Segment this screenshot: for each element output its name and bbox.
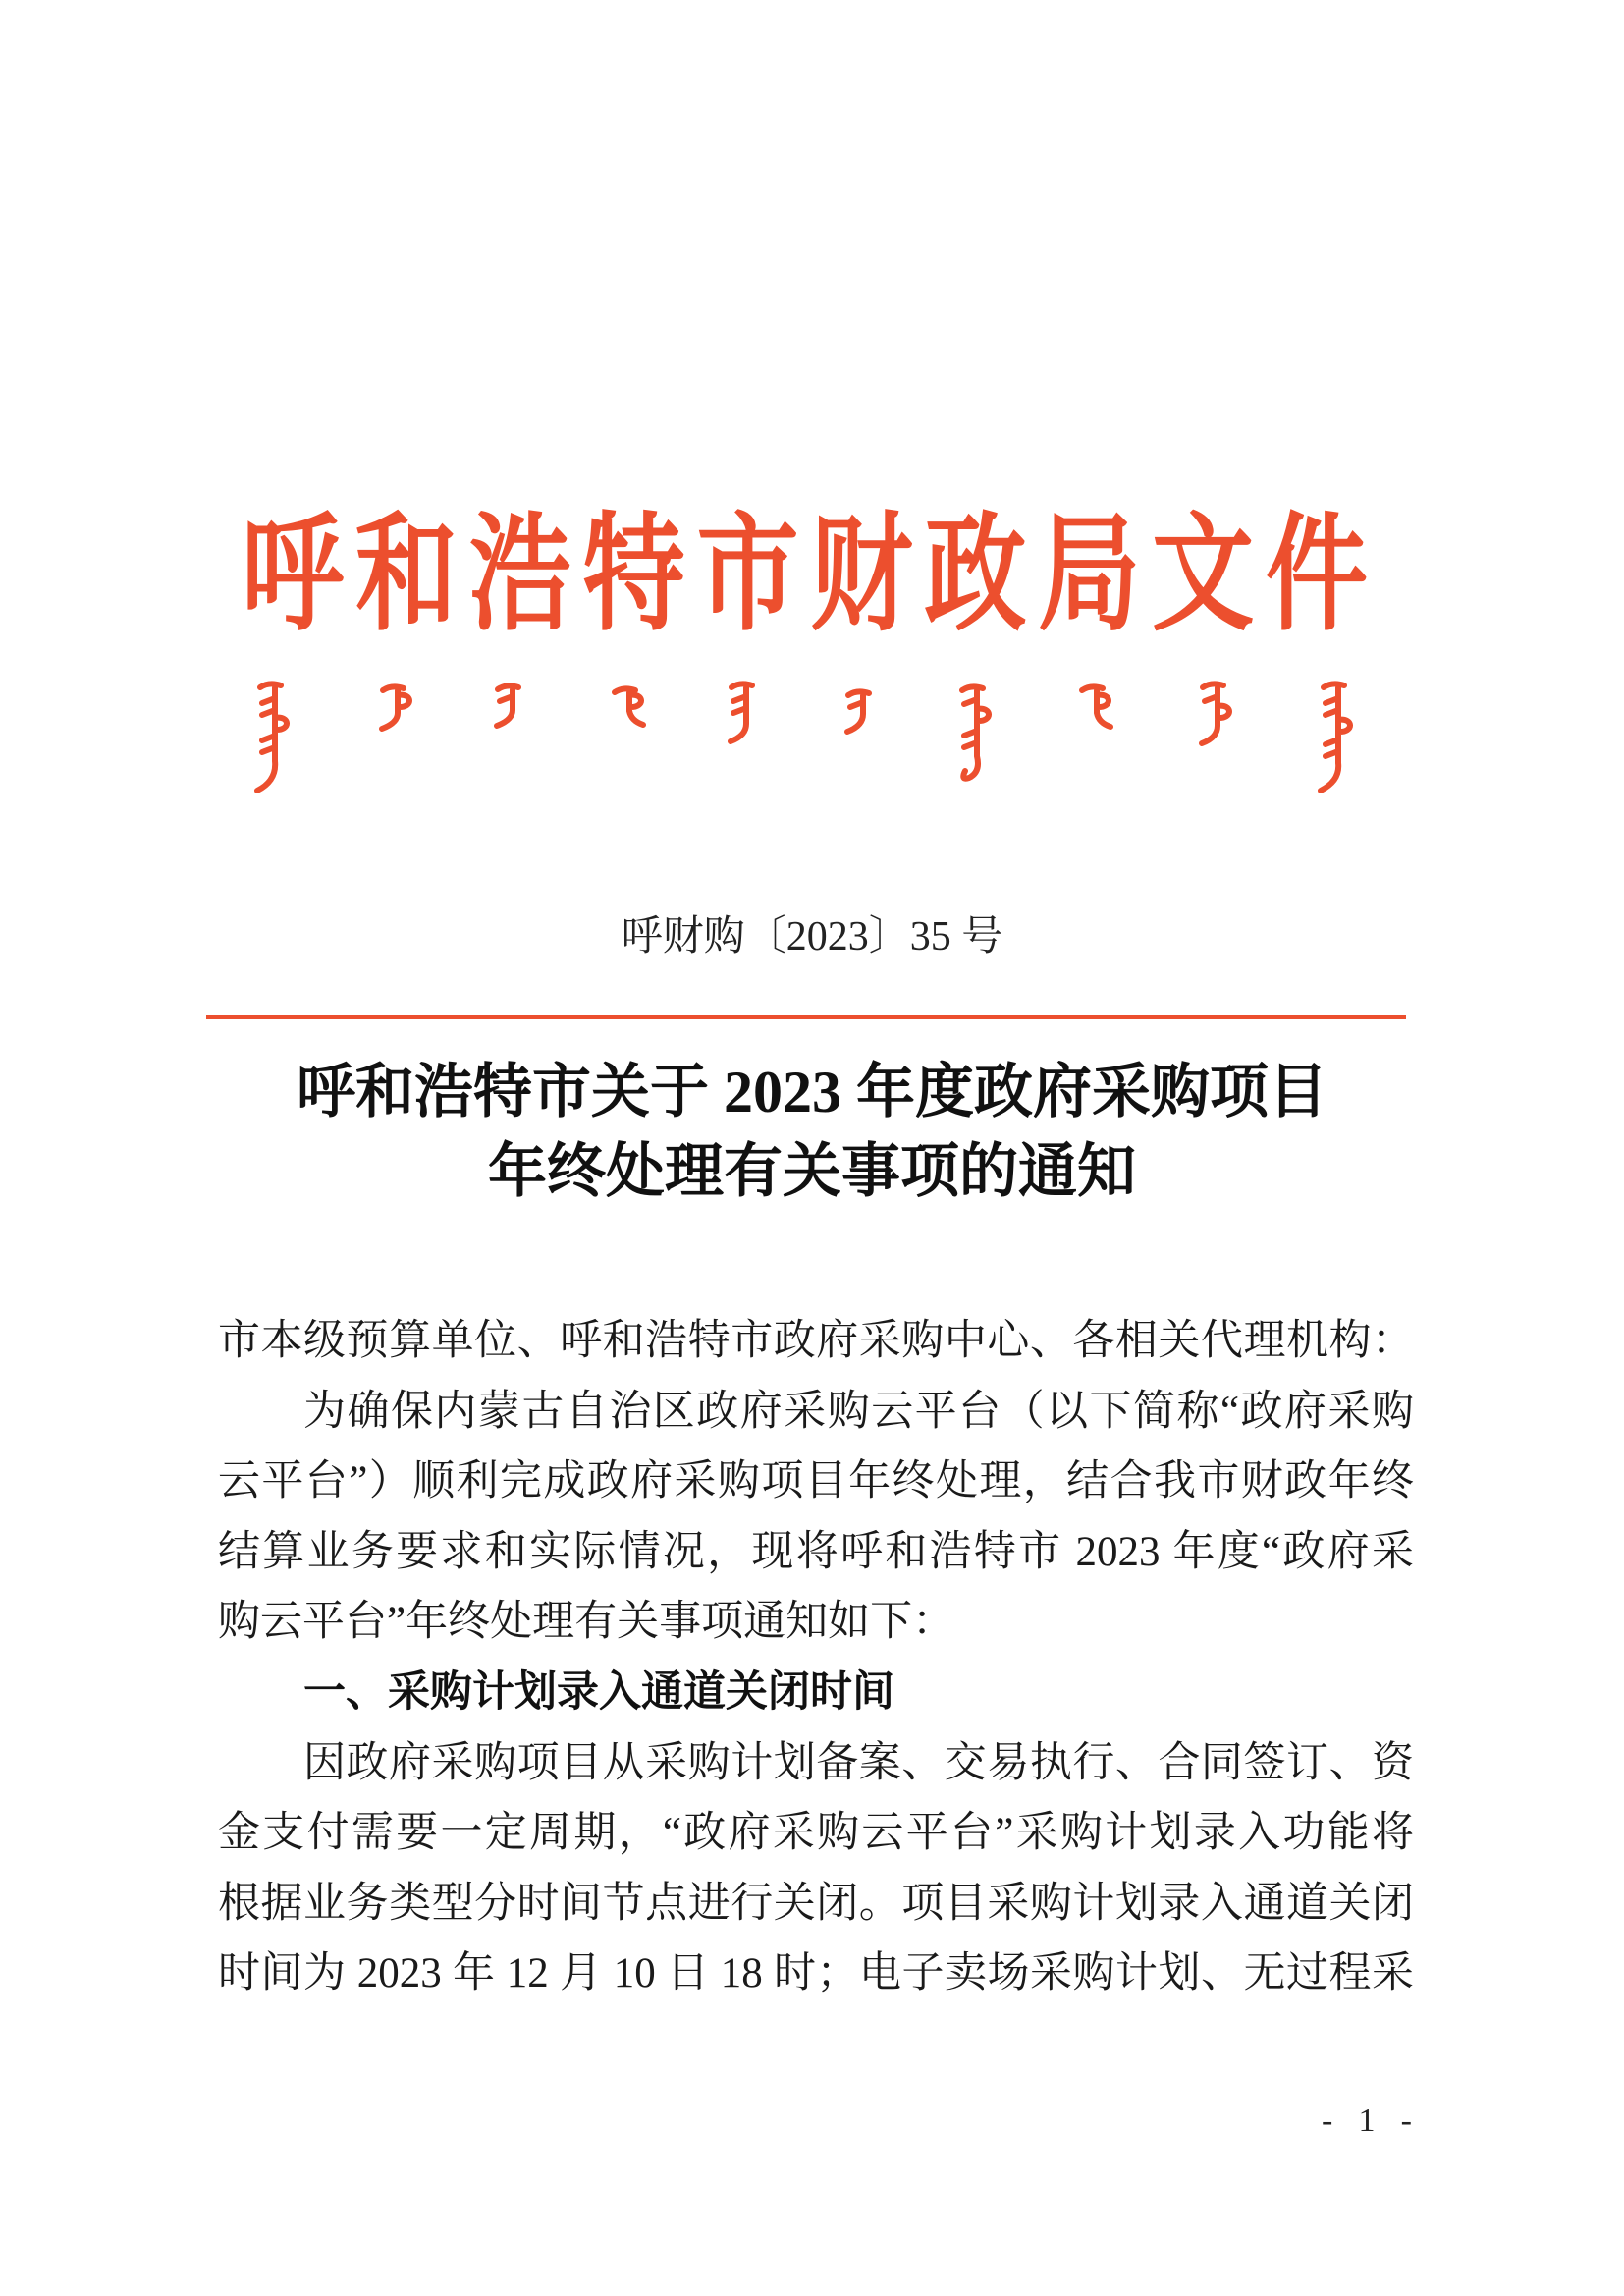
- page-number: - 1 -: [1322, 2103, 1412, 2139]
- body-line: 为确保内蒙古自治区政府采购云平台（以下简称“政府采购: [303, 1388, 1414, 1435]
- mongolian-word: [1321, 683, 1350, 791]
- mongolian-word: [1202, 683, 1229, 743]
- mongolian-word: [382, 686, 409, 729]
- title-line: 年终处理有关事项的通知: [488, 1139, 1136, 1204]
- mongolian-word: [615, 688, 643, 725]
- body-line: 根据业务类型分时间节点进行关闭。项目采购计划录入通道关闭: [218, 1880, 1414, 1927]
- mongolian-word: [731, 683, 752, 741]
- section-heading: 一、采购计划录入通道关闭时间: [303, 1667, 894, 1717]
- body-line: 云平台”）顺利完成政府采购项目年终处理，结合我市财政年终: [218, 1458, 1414, 1505]
- body-line: 购云平台”年终处理有关事项通知如下：: [218, 1599, 955, 1646]
- title-line: 呼和浩特市关于 2023 年度政府采购项目: [297, 1060, 1327, 1124]
- red-separator-line: [206, 1015, 1406, 1019]
- mongolian-word: [257, 683, 287, 791]
- mongolian-word: [1082, 686, 1110, 727]
- body-line: 因政府采购项目从采购计划备案、交易执行、合同签订、资: [303, 1739, 1414, 1786]
- document-number: 呼财购〔2023〕35 号: [621, 914, 1003, 959]
- document-body: [218, 1306, 1414, 2009]
- mongolian-word: [847, 691, 869, 732]
- masthead-title: 呼和浩特市财政局文件: [242, 505, 1368, 647]
- body-line: 结算业务要求和实际情况，现将呼和浩特市 2023 年度“政府采: [218, 1528, 1414, 1575]
- body-line: 金支付需要一定周期，“政府采购云平台”采购计划录入功能将: [218, 1810, 1414, 1857]
- mongolian-word: [962, 686, 989, 778]
- salutation: 市本级预算单位、呼和浩特市政府采购中心、各相关代理机构：: [218, 1318, 1414, 1364]
- document-title: [0, 1053, 1624, 1212]
- body-line: 时间为 2023 年 12 月 10 日 18 时；电子卖场采购计划、无过程采: [218, 1950, 1414, 1997]
- mongolian-script-masthead: [236, 673, 1394, 800]
- mongolian-word: [497, 685, 518, 726]
